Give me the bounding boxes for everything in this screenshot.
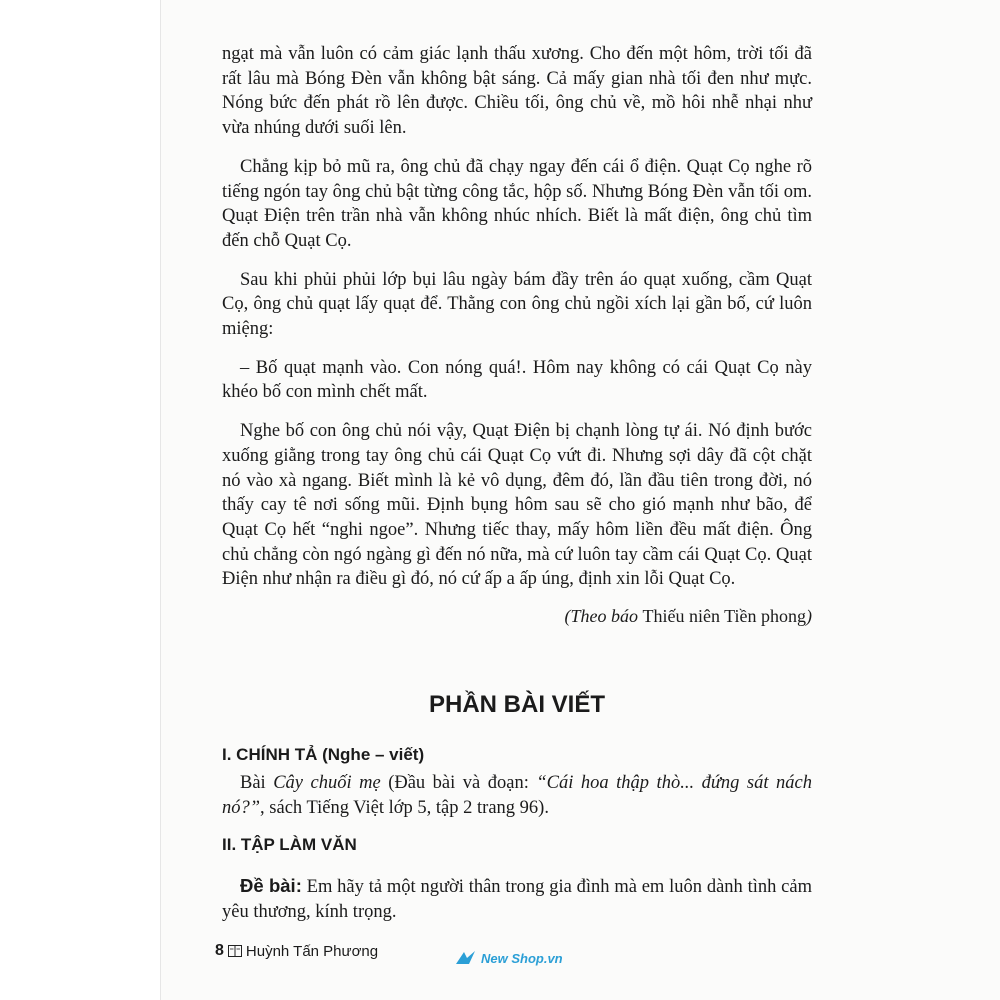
lesson-excerpt: “Cái hoa thập thò... đứng sát nách nó?” [222,773,812,818]
dialogue-paragraph: – Bố quạt mạnh vào. Con nóng quá!. Hôm nay không có cái Quạt Cọ này khéo bố con mình chết mất. [222,357,812,403]
page-footer [215,942,378,960]
paragraph: ngạt mà vẫn luôn có cảm giác lạnh thấu xương. Cho đến một hôm, trời tối đã rất lâu mà Bóng Đèn vẫn không bật sáng. Cả mấy gian nhà tối đen như mực. Nóng bức đến phát rồ lên được. Chiều tối, ông chủ về, mồ hôi nhễ nhại như vừa nhúng dưới suối lên. [222,44,812,139]
story-text [222,42,812,629]
paragraph: Chẳng kịp bỏ mũ ra, ông chủ đã chạy ngay đến cái ổ điện. Quạt Cọ nghe rõ tiếng ngón tay ông chủ bật từng công tắc, hộp số. Nhưng Bóng Đèn vẫn tối om. Quạt Điện trên trần nhà vẫn không nhúc nhích. Biết là mất điện, ông chủ tìm đến chỗ Quạt Cọ. [222,156,812,251]
paragraph: Nghe bố con ông chủ nói vậy, Quạt Điện bị chạnh lòng tự ái. Nó định bước xuống giằng trong tay ông chủ cái Quạt Cọ vứt đi. Nhưng sợi dây đã cột chặt nó vào xà ngang. Biết mình là kẻ vô dụng, đêm đó, lần đầu tiên trong đời, nó thấy cay tê nơi sống mũi. Định bụng hôm sau sẽ cho gió mạnh như bão, để Quạt Cọ hết “nghi ngoe”. Nhưng tiếc thay, mấy hôm liền đều mất điện. Ông chủ chẳng còn ngó ngàng gì đến nó nữa, mà cứ luôn tay cầm cái Quạt Cọ. Quạt Điện như nhận ra điều gì đó, nó cứ ấp a ấp úng, định xin lỗi Quạt Cọ. [222,421,812,590]
author-name: Huỳnh Tấn Phương [245,942,379,960]
book-icon [228,945,242,957]
source-citation: (Theo báo Thiếu niên Tiền phong) [564,606,812,627]
dictation-instruction: Bài Cây chuối mẹ (Đầu bài và đoạn: “Cái hoa thập thò... đứng sát nách nó?”, sách Tiếng Việt lớp 5, tập 2 trang 96). [222,773,812,818]
essay-prompt: Đề bài: Em hãy tả một người thân trong gia đình mà em luôn dành tình cảm yêu thương, kính trọng. [222,875,812,922]
section-title: PHẦN BÀI VIẾT [428,691,605,718]
watermark: New Shop.vn [455,950,563,966]
paragraph: Sau khi phủi phủi lớp bụi lâu ngày bám đầy trên áo quạt xuống, cầm Quạt Cọ, ông chủ quạt lấy quạt để. Thằng con ông chủ ngồi xích lại gần bố, cứ luôn miệng: [222,269,812,340]
prompt-label: Đề bài: [240,875,302,896]
part1-heading: I. CHÍNH TẢ (Nghe – viết) [222,745,425,764]
newshop-logo-icon [455,950,477,966]
lesson-title: Cây chuối mẹ [273,773,381,793]
part2-heading: II. TẬP LÀM VĂN [222,835,357,854]
page-number: 8 [215,942,224,959]
